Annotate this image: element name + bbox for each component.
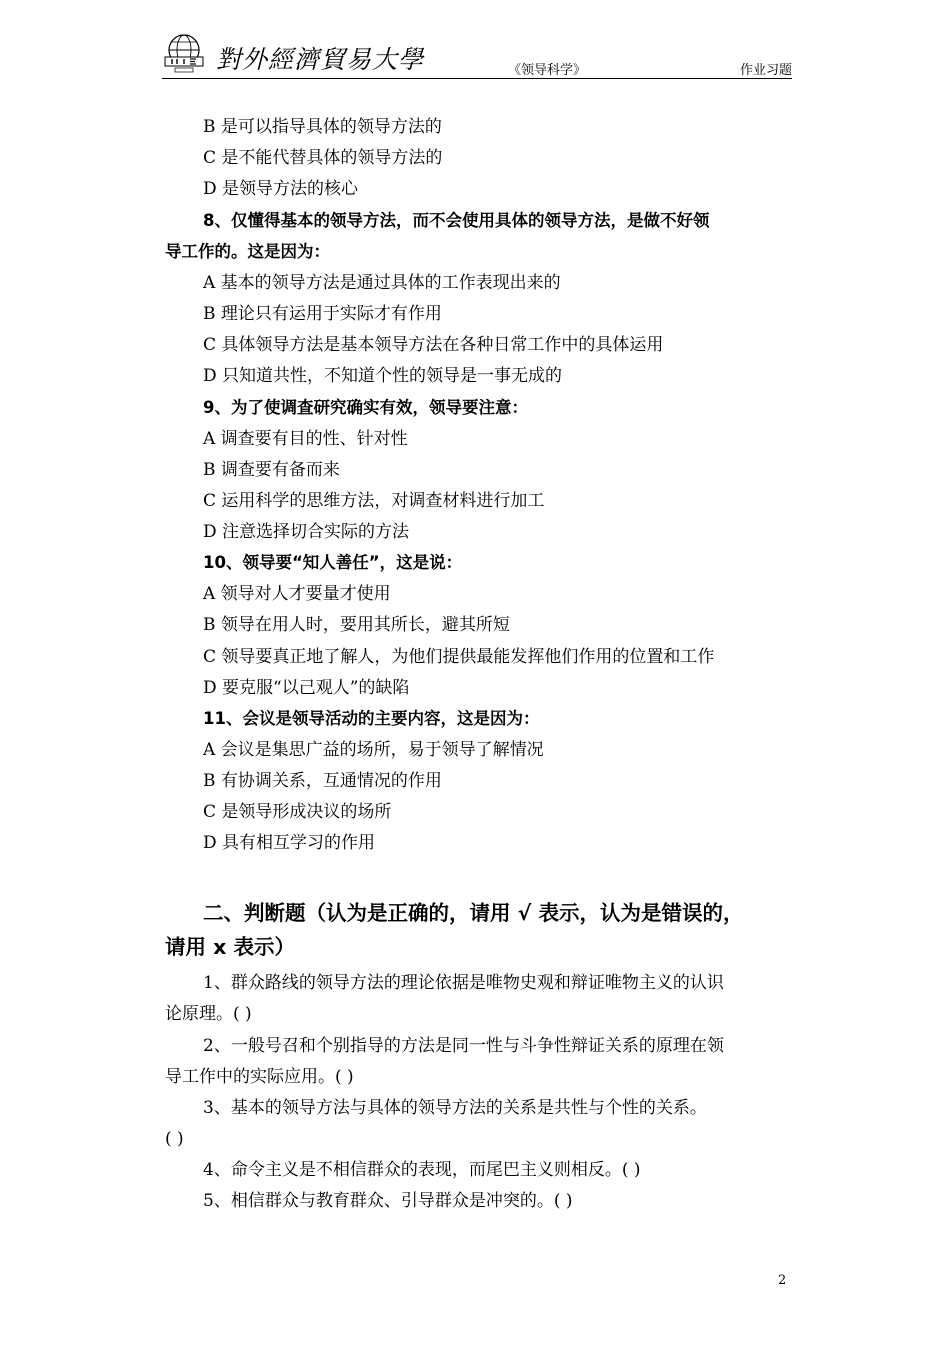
- university-name-logo: 對外經濟貿易大學: [216, 45, 425, 74]
- question-9: 9、为了使调查研究确实有效，领导要注意：: [203, 398, 528, 417]
- question-8-cont: 导工作的。这是因为：: [165, 242, 330, 261]
- section-2-heading-cont: 请用 x 表示）: [165, 935, 295, 959]
- q8-option-a: A 基本的领导方法是通过具体的工作表现出来的: [203, 273, 561, 293]
- q11-option-b: B 有协调关系，互通情况的作用: [203, 771, 442, 791]
- q8-option-c: C 具体领导方法是基本领导方法在各种日常工作中的具体运用: [203, 335, 664, 355]
- q9-option-c: C 运用科学的思维方法，对调查材料进行加工: [203, 491, 545, 511]
- q9-option-d: D 注意选择切合实际的方法: [203, 522, 410, 542]
- tf-item-5: 5、相信群众与教育群众、引导群众是冲突的。( ): [203, 1191, 573, 1211]
- q11-option-d: D 具有相互学习的作用: [203, 833, 376, 853]
- option-b: B 是可以指导具体的领导方法的: [203, 117, 442, 137]
- option-c: C 是不能代替具体的领导方法的: [203, 148, 443, 168]
- tf-item-3-cont: ( ): [165, 1129, 184, 1149]
- question-8: 8、仅懂得基本的领导方法，而不会使用具体的领导方法，是做不好领: [203, 211, 710, 230]
- question-10: 10、领导要“知人善任”，这是说：: [203, 553, 463, 572]
- q9-option-b: B 调查要有备而来: [203, 460, 340, 480]
- page-number: 2: [778, 1273, 787, 1288]
- tf-item-2-cont: 导工作中的实际应用。( ): [165, 1067, 354, 1087]
- tf-item-2: 2、一般号召和个别指导的方法是同一性与斗争性辩证关系的原理在领: [203, 1036, 724, 1056]
- university-logo-icon: [162, 30, 206, 74]
- tf-item-4: 4、命令主义是不相信群众的表现，而尾巴主义则相反。( ): [203, 1160, 641, 1180]
- q10-option-d: D 要克服“以己观人”的缺陷: [203, 678, 410, 698]
- tf-item-3: 3、基本的领导方法与具体的领导方法的关系是共性与个性的关系。: [203, 1098, 707, 1118]
- tf-item-1: 1、群众路线的领导方法的理论依据是唯物史观和辩证唯物主义的认识: [203, 973, 724, 993]
- q9-option-a: A 调查要有目的性、针对性: [203, 429, 408, 449]
- q10-option-b: B 领导在用人时，要用其所长，避其所短: [203, 615, 510, 635]
- page-header: [162, 28, 792, 80]
- q10-option-c: C 领导要真正地了解人，为他们提供最能发挥他们作用的位置和工作: [203, 647, 715, 667]
- q11-option-c: C 是领导形成决议的场所: [203, 802, 392, 822]
- option-d: D 是领导方法的核心: [203, 179, 359, 199]
- course-title: 《领导科学》: [508, 63, 587, 78]
- q8-option-b: B 理论只有运用于实际才有作用: [203, 304, 442, 324]
- section-2-heading: 二、判断题（认为是正确的，请用 √ 表示，认为是错误的，: [203, 901, 744, 925]
- section-label: 作业习题: [739, 63, 792, 78]
- q8-option-d: D 只知道共性，不知道个性的领导是一事无成的: [203, 366, 563, 386]
- header-divider: [162, 78, 792, 79]
- question-11: 11、会议是领导活动的主要内容，这是因为：: [203, 709, 540, 728]
- tf-item-1-cont: 论原理。( ): [165, 1004, 252, 1024]
- q10-option-a: A 领导对人才要量才使用: [203, 584, 391, 604]
- q11-option-a: A 会议是集思广益的场所，易于领导了解情况: [203, 740, 544, 760]
